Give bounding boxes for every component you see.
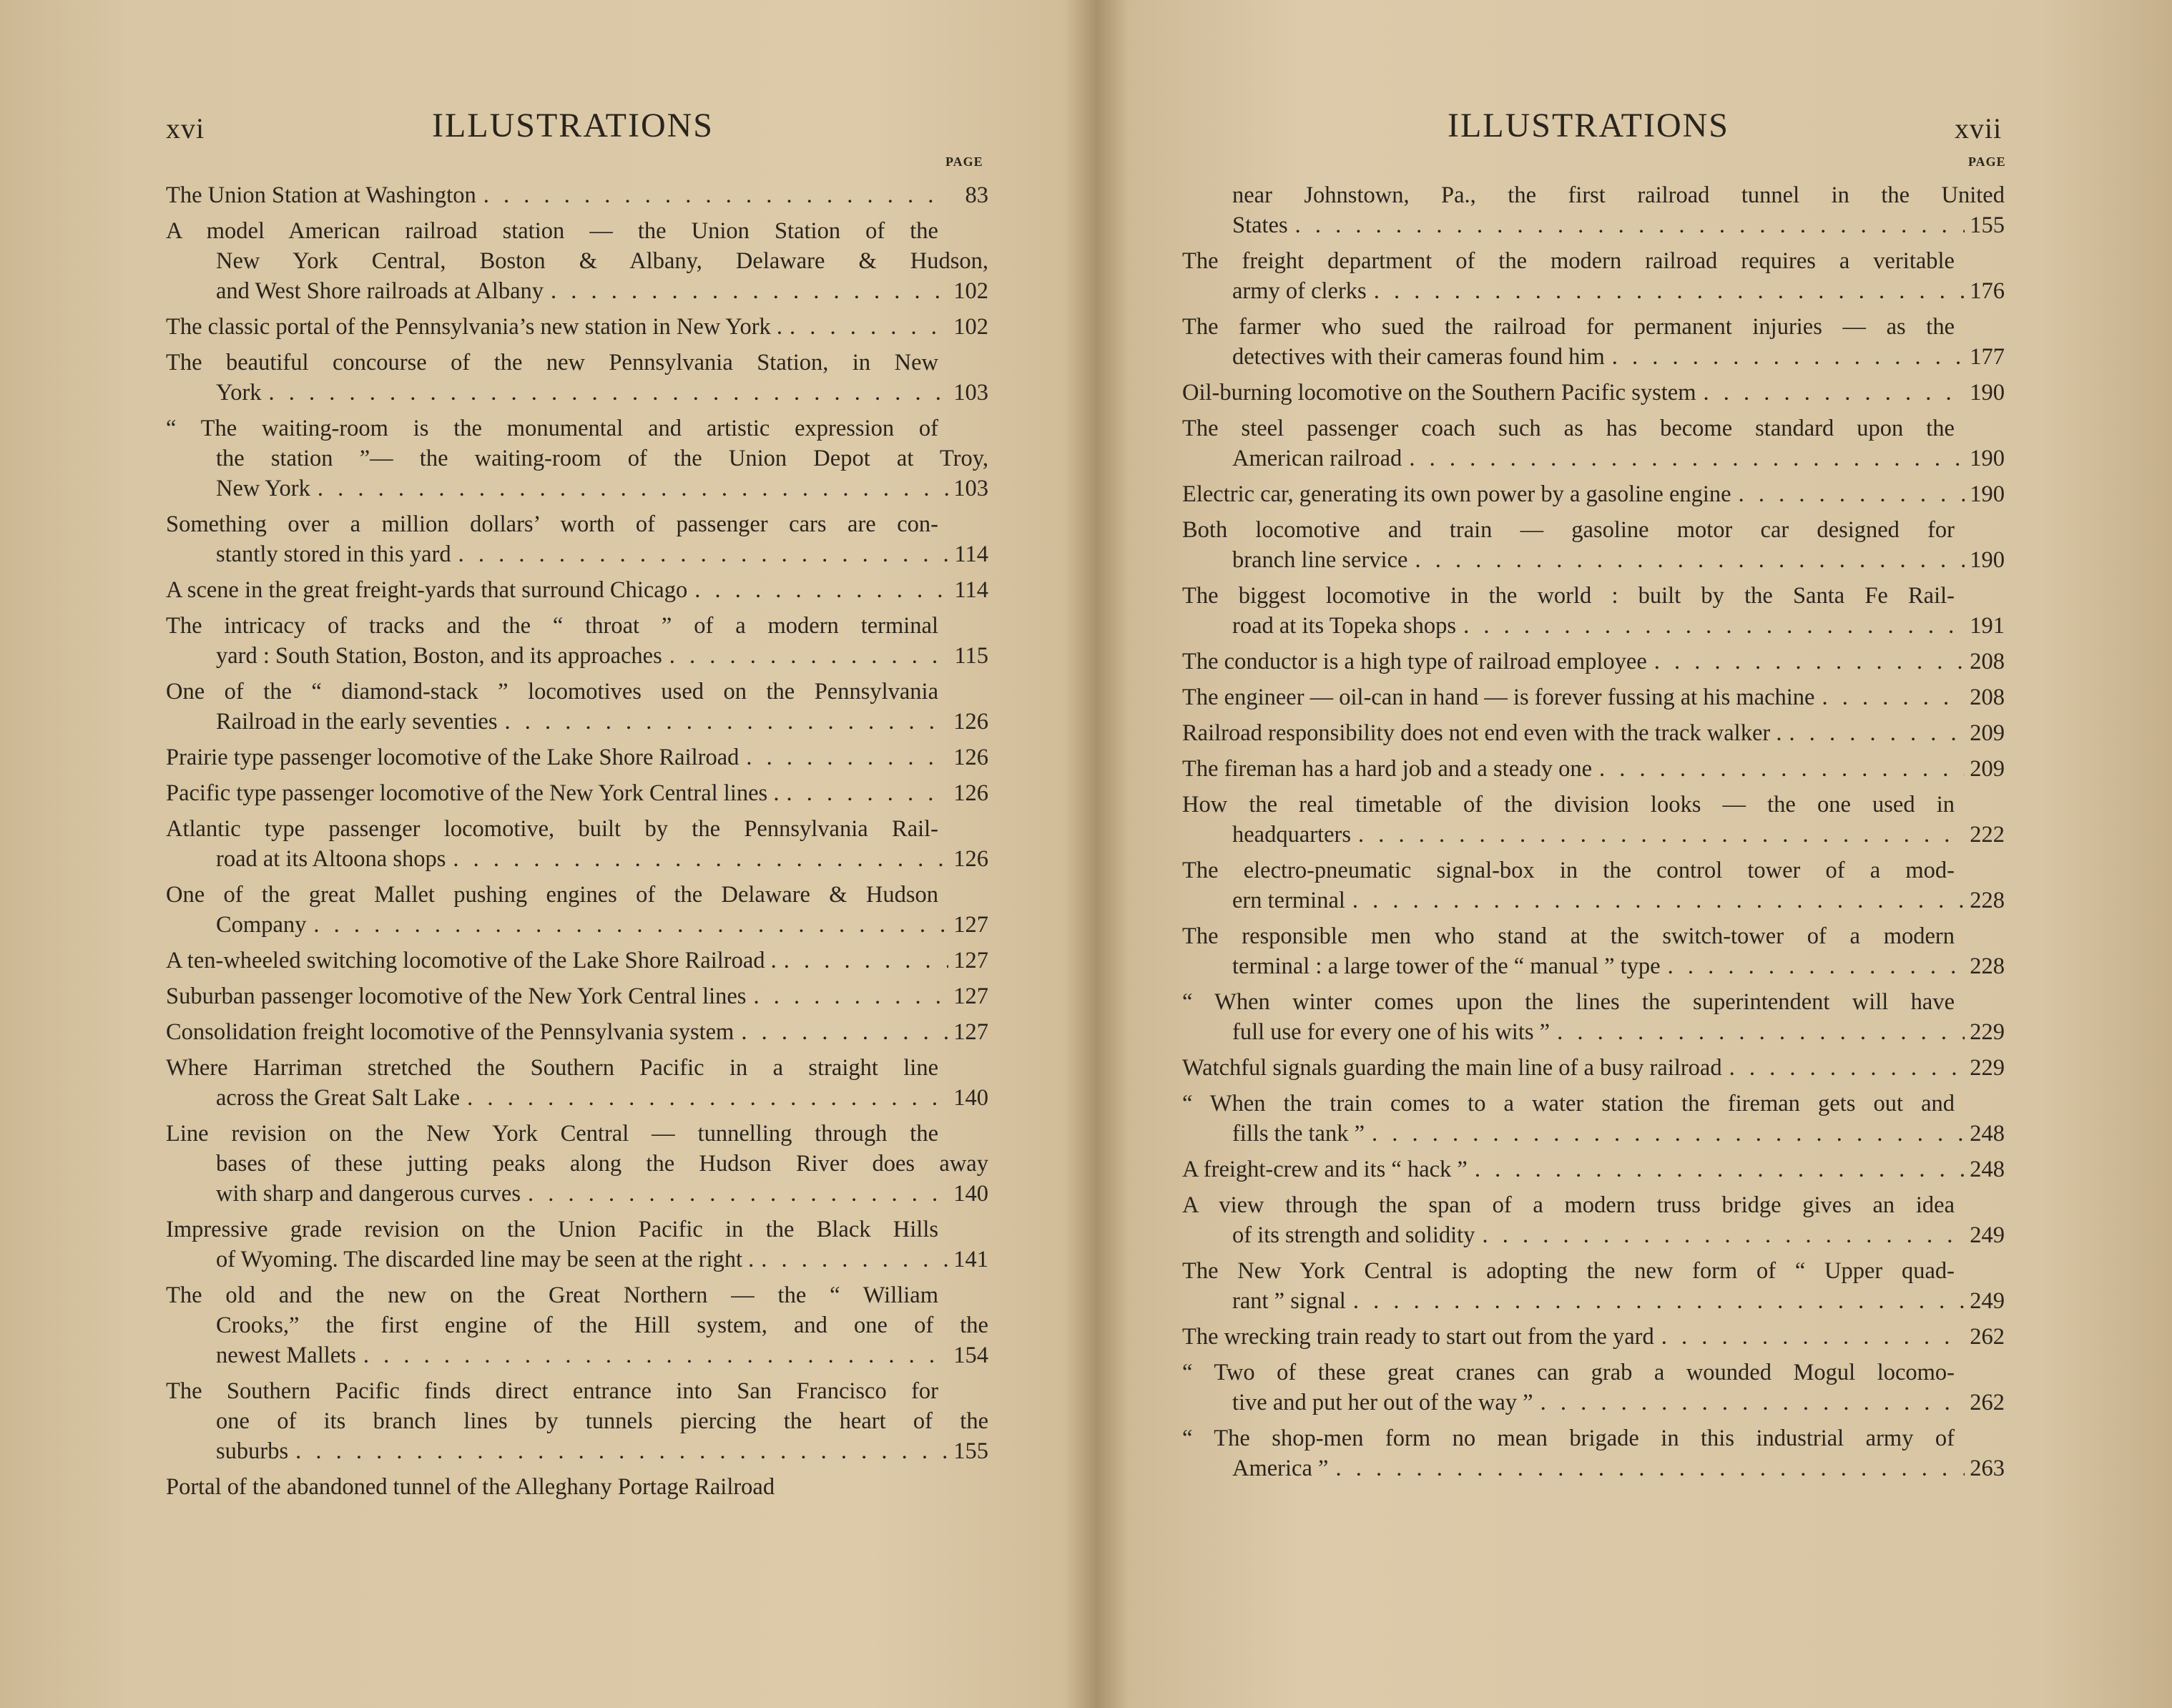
- illustration-entry: [1182, 1322, 2005, 1352]
- entry-line: The old and the new on the Great Northern — the “ William: [166, 1282, 938, 1308]
- entry-caption: Pacific type passenger locomotive of the New York Central lines .: [166, 780, 780, 806]
- dot-leader: [269, 378, 948, 408]
- entry-line: The freight department of the modern railroad requires a veritable: [1182, 248, 1955, 274]
- entry-caption: tive and put her out of the way ”: [1232, 1390, 1533, 1415]
- dot-leader: [363, 1340, 948, 1370]
- entry-line: The Southern Pacific finds direct entrance into San Francisco for: [166, 1378, 938, 1404]
- illustration-entry: [166, 1119, 988, 1209]
- entry-line: One of the great Mallet pushing engines of the Delaware & Hudson: [166, 882, 938, 908]
- illustration-entry: [1182, 1190, 2005, 1250]
- entry-last-line: [166, 312, 988, 342]
- left-illustration-list: [166, 180, 988, 1508]
- illustration-entry: [166, 814, 988, 874]
- entry-caption: terminal : a large tower of the “ manual ” type: [1232, 953, 1661, 979]
- illustration-entry: [1182, 312, 2005, 372]
- entry-last-line: [166, 575, 988, 605]
- page-number: 127: [953, 948, 988, 973]
- page-number: 127: [953, 1019, 988, 1045]
- entry-caption: The fireman has a hard job and a steady one: [1182, 756, 1593, 782]
- entry-last-line: [1182, 647, 2005, 677]
- entry-caption: The conductor is a high type of railroad employee: [1182, 649, 1647, 674]
- illustration-entry: [1182, 754, 2005, 784]
- entry-caption: across the Great Salt Lake: [216, 1085, 461, 1111]
- entry-last-line: [166, 707, 988, 737]
- entry-last-line: [1182, 1053, 2005, 1083]
- entry-caption: A freight-crew and its “ hack ”: [1182, 1157, 1468, 1182]
- entry-caption: New York: [216, 476, 310, 501]
- dot-leader: [504, 707, 948, 737]
- entry-caption: stantly stored in this yard: [216, 541, 451, 567]
- illustration-entry: [166, 509, 988, 569]
- entry-line: The farmer who sued the railroad for permanent injuries — as the: [1182, 314, 1955, 340]
- page-number: 126: [953, 846, 988, 872]
- dot-leader: [1482, 1220, 1965, 1250]
- page-number: 228: [1970, 888, 2005, 913]
- page-number: 190: [1970, 481, 2005, 507]
- illustration-entry: [166, 413, 988, 504]
- page-number: 263: [1970, 1456, 2005, 1481]
- entry-caption: with sharp and dangerous curves: [216, 1181, 521, 1207]
- right-heading: ILLUSTRATIONS: [1448, 107, 1729, 144]
- entry-line: “ The shop-men form no mean brigade in this industrial army of: [1182, 1425, 1955, 1451]
- page-number: 208: [1970, 684, 2005, 710]
- entry-line: The New York Central is adopting the new form of “ Upper quad-: [1182, 1258, 1955, 1284]
- dot-leader: [528, 1179, 948, 1209]
- entry-line: Something over a million dollars’ worth of passenger cars are con-: [166, 511, 938, 537]
- page-number: 229: [1970, 1019, 2005, 1045]
- entry-line: one of its branch lines by tunnels piercing the heart of the: [216, 1408, 988, 1434]
- illustration-entry: [166, 1376, 988, 1466]
- page-number: 209: [1970, 756, 2005, 782]
- entry-caption: A ten-wheeled switching locomotive of the Lake Shore Railroad .: [166, 948, 777, 973]
- dot-leader: [458, 539, 948, 569]
- illustration-entry: [1182, 1154, 2005, 1184]
- illustration-entry: [1182, 1053, 2005, 1083]
- entry-caption: The classic portal of the Pennsylvania’s new station in New York .: [166, 314, 783, 340]
- entry-line: Both locomotive and train — gasoline motor car designed for: [1182, 517, 1955, 543]
- entry-last-line: [166, 1472, 988, 1502]
- entry-last-line: [1182, 1322, 2005, 1352]
- dot-leader: [1335, 1453, 1965, 1483]
- entry-caption: rant ” signal: [1232, 1288, 1346, 1314]
- illustration-entry: [166, 677, 988, 737]
- illustration-entry: [1182, 1423, 2005, 1483]
- entry-line: How the real timetable of the division looks — the one used in: [1182, 792, 1955, 818]
- entry-last-line: [1182, 682, 2005, 712]
- dot-leader: [295, 1436, 948, 1466]
- entry-caption: branch line service: [1232, 547, 1408, 573]
- entry-last-line: [1182, 885, 2005, 916]
- page-number: 154: [953, 1343, 988, 1368]
- page-number: 102: [953, 278, 988, 304]
- illustration-entry: [1182, 180, 2005, 240]
- entry-line: Line revision on the New York Central — tunnelling through the: [166, 1121, 938, 1147]
- entry-caption: The wrecking train ready to start out from the yard: [1182, 1324, 1654, 1350]
- dot-leader: [669, 641, 948, 671]
- entry-line: The steel passenger coach such as has become standard upon the: [1182, 416, 1955, 441]
- entry-caption: ern terminal: [1232, 888, 1345, 913]
- entry-last-line: [166, 1436, 988, 1466]
- page-number: 127: [953, 983, 988, 1009]
- entry-caption: full use for every one of his wits ”: [1232, 1019, 1551, 1045]
- entry-caption: The Union Station at Washington: [166, 182, 476, 208]
- entry-line: “ When winter comes upon the lines the superintendent will have: [1182, 989, 1955, 1015]
- page-number: 177: [1970, 344, 2005, 370]
- illustration-entry: [166, 575, 988, 605]
- entry-line: “ When the train comes to a water station the fireman gets out and: [1182, 1091, 1955, 1116]
- page-number: 208: [1970, 649, 2005, 674]
- entry-line: The electro-pneumatic signal-box in the control tower of a mod-: [1182, 858, 1955, 883]
- illustration-entry: [1182, 718, 2005, 748]
- entry-caption: Watchful signals guarding the main line of a busy railroad: [1182, 1055, 1722, 1081]
- page-number: 262: [1970, 1324, 2005, 1350]
- page-number: 126: [953, 709, 988, 735]
- dot-leader: [1661, 1322, 1965, 1352]
- dot-leader: [694, 575, 948, 605]
- entry-line: The beautiful concourse of the new Pennsylvania Station, in New: [166, 350, 938, 376]
- page-number: 190: [1970, 380, 2005, 406]
- page-number: 190: [1970, 547, 2005, 573]
- entry-line: One of the “ diamond-stack ” locomotives used on the Pennsylvania: [166, 679, 938, 705]
- illustration-entry: [1182, 1089, 2005, 1149]
- entry-last-line: [166, 1340, 988, 1370]
- dot-leader: [1409, 443, 1965, 473]
- illustration-entry: [1182, 246, 2005, 306]
- entry-line: bases of these jutting peaks along the Hudson River does away: [216, 1151, 988, 1177]
- dot-leader: [1557, 1017, 1965, 1047]
- dot-leader: [784, 946, 948, 976]
- entry-caption: and West Shore railroads at Albany: [216, 278, 544, 304]
- dot-leader: [753, 981, 948, 1011]
- entry-caption: York: [216, 380, 262, 406]
- illustration-entry: [1182, 855, 2005, 916]
- entry-caption: Suburban passenger locomotive of the New York Central lines: [166, 983, 747, 1009]
- dot-leader: [786, 778, 948, 808]
- illustration-entry: [1182, 790, 2005, 850]
- entry-caption: Railroad in the early seventies: [216, 709, 498, 735]
- dot-leader: [1352, 885, 1965, 916]
- left-page-header: [0, 106, 1086, 149]
- dot-leader: [483, 180, 948, 210]
- entry-caption: of Wyoming. The discarded line may be seen at the right .: [216, 1247, 755, 1272]
- entry-caption: yard : South Station, Boston, and its approaches: [216, 643, 662, 669]
- illustration-entry: [1182, 515, 2005, 575]
- dot-leader: [1612, 342, 1965, 372]
- dot-leader: [551, 276, 948, 306]
- dot-leader: [1704, 378, 1965, 408]
- dot-leader: [1372, 1119, 1965, 1149]
- entry-last-line: [166, 910, 988, 940]
- entry-line: The responsible men who stand at the switch-tower of a modern: [1182, 923, 1955, 949]
- entry-last-line: [1182, 1154, 2005, 1184]
- page-number: 114: [954, 577, 988, 603]
- illustration-entry: [166, 1280, 988, 1370]
- entry-last-line: [1182, 820, 2005, 850]
- entry-last-line: [1182, 210, 2005, 240]
- entry-last-line: [1182, 1017, 2005, 1047]
- dot-leader: [1729, 1053, 1965, 1083]
- entry-last-line: [1182, 754, 2005, 784]
- page-number: 140: [953, 1085, 988, 1111]
- entry-line: A model American railroad station — the Union Station of the: [166, 218, 938, 244]
- left-folio: xvi: [166, 112, 205, 144]
- illustration-entry: [166, 946, 988, 976]
- entry-last-line: [1182, 718, 2005, 748]
- dot-leader: [318, 473, 948, 504]
- left-page-column-label: PAGE: [945, 154, 983, 169]
- entry-last-line: [1182, 1220, 2005, 1250]
- entry-line: “ Two of these great cranes can grab a wounded Mogul locomo-: [1182, 1360, 1955, 1385]
- entry-line: Impressive grade revision on the Union Pacific in the Black Hills: [166, 1217, 938, 1242]
- entry-caption: Oil-burning locomotive on the Southern Pacific system: [1182, 380, 1696, 406]
- illustration-entry: [166, 1472, 988, 1502]
- page-number: 249: [1970, 1288, 2005, 1314]
- dot-leader: [453, 844, 948, 874]
- entry-caption: road at its Topeka shops: [1232, 613, 1457, 639]
- entry-last-line: [166, 1245, 988, 1275]
- entry-line: The intricacy of tracks and the “ throat ” of a modern terminal: [166, 613, 938, 639]
- illustration-entry: [1182, 378, 2005, 408]
- dot-leader: [1540, 1388, 1965, 1418]
- entry-caption: Company: [216, 912, 307, 938]
- entry-line: A view through the span of a modern truss bridge gives an idea: [1182, 1192, 1955, 1218]
- page-number: 103: [953, 380, 988, 406]
- entry-last-line: [166, 1017, 988, 1047]
- entry-last-line: [1182, 342, 2005, 372]
- right-folio: xvii: [1955, 112, 2003, 144]
- illustration-entry: [166, 180, 988, 210]
- page-number: 102: [953, 314, 988, 340]
- entry-line: the station ”— the waiting-room of the Union Depot at Troy,: [216, 446, 988, 471]
- entry-caption: Prairie type passenger locomotive of the Lake Shore Railroad: [166, 745, 739, 770]
- illustration-entry: [1182, 413, 2005, 473]
- right-page: [1086, 0, 2172, 1708]
- entry-last-line: [1182, 545, 2005, 575]
- page-number: 140: [953, 1181, 988, 1207]
- illustration-entry: [166, 880, 988, 940]
- page-number: 155: [953, 1438, 988, 1464]
- page-number: 127: [953, 912, 988, 938]
- entry-last-line: [166, 1179, 988, 1209]
- entry-last-line: [1182, 1388, 2005, 1418]
- entry-last-line: [1182, 1453, 2005, 1483]
- dot-leader: [790, 312, 948, 342]
- entry-caption: detectives with their cameras found him: [1232, 344, 1605, 370]
- entry-caption: army of clerks: [1232, 278, 1367, 304]
- dot-leader: [467, 1083, 948, 1113]
- entry-caption: America ”: [1232, 1456, 1329, 1481]
- illustration-entry: [166, 742, 988, 772]
- page-number: 191: [1970, 613, 2005, 639]
- illustration-entry: [1182, 1256, 2005, 1316]
- dot-leader: [1789, 718, 1965, 748]
- illustration-entry: [166, 1017, 988, 1047]
- illustration-entry: [166, 611, 988, 671]
- illustration-entry: [1182, 647, 2005, 677]
- illustration-entry: [166, 348, 988, 408]
- entry-last-line: [1182, 443, 2005, 473]
- entry-last-line: [1182, 1119, 2005, 1149]
- dot-leader: [1415, 545, 1965, 575]
- entry-last-line: [1182, 611, 2005, 641]
- illustration-entry: [1182, 921, 2005, 981]
- right-illustration-list: [1182, 180, 2005, 1489]
- entry-last-line: [166, 946, 988, 976]
- entry-last-line: [166, 473, 988, 504]
- page-number: 114: [954, 541, 988, 567]
- entry-last-line: [166, 276, 988, 306]
- page-number: 190: [1970, 446, 2005, 471]
- illustration-entry: [166, 1053, 988, 1113]
- dot-leader: [1654, 647, 1965, 677]
- page-number: 141: [953, 1247, 988, 1272]
- entry-caption: road at its Altoona shops: [216, 846, 446, 872]
- page-number: 115: [954, 643, 988, 669]
- entry-last-line: [1182, 276, 2005, 306]
- page-number: 262: [1970, 1390, 2005, 1415]
- page-number: 248: [1970, 1121, 2005, 1147]
- entry-last-line: [166, 378, 988, 408]
- entry-last-line: [166, 180, 988, 210]
- entry-last-line: [166, 844, 988, 874]
- illustration-entry: [1182, 1358, 2005, 1418]
- page-number: 229: [1970, 1055, 2005, 1081]
- entry-caption: fills the tank ”: [1232, 1121, 1365, 1147]
- entry-line: Where Harriman stretched the Southern Pacific in a straight line: [166, 1055, 938, 1081]
- dot-leader: [1463, 611, 1965, 641]
- dot-leader: [1295, 210, 1965, 240]
- entry-caption: States: [1232, 212, 1288, 238]
- dot-leader: [1599, 754, 1965, 784]
- entry-caption: Electric car, generating its own power by a gasoline engine: [1182, 481, 1731, 507]
- page-number: 126: [953, 780, 988, 806]
- page-number: 176: [1970, 278, 2005, 304]
- page-number: 222: [1970, 822, 2005, 848]
- page-number: 83: [965, 182, 988, 208]
- dot-leader: [761, 1245, 948, 1275]
- entry-caption: A scene in the great freight-yards that surround Chicago: [166, 577, 688, 603]
- dot-leader: [1822, 682, 1965, 712]
- illustration-entry: [166, 312, 988, 342]
- entry-caption: headquarters: [1232, 822, 1352, 848]
- right-page-column-label: PAGE: [1968, 154, 2006, 169]
- dot-leader: [746, 742, 948, 772]
- entry-caption: Consolidation freight locomotive of the Pennsylvania system: [166, 1019, 734, 1045]
- left-heading: ILLUSTRATIONS: [432, 107, 714, 144]
- entry-caption: newest Mallets: [216, 1343, 356, 1368]
- illustration-entry: [166, 216, 988, 306]
- dot-leader: [1353, 1286, 1965, 1316]
- entry-last-line: [166, 778, 988, 808]
- entry-last-line: [166, 641, 988, 671]
- entry-last-line: [166, 742, 988, 772]
- entry-line: “ The waiting-room is the monumental and artistic expression of: [166, 416, 938, 441]
- entry-line: near Johnstown, Pa., the first railroad tunnel in the United: [1232, 182, 2005, 208]
- right-page-header: [1086, 106, 2172, 149]
- illustration-entry: [166, 1214, 988, 1275]
- illustration-entry: [1182, 987, 2005, 1047]
- page-number: 103: [953, 476, 988, 501]
- page-number: 209: [1970, 720, 2005, 746]
- dot-leader: [1475, 1154, 1965, 1184]
- entry-last-line: [166, 539, 988, 569]
- page-number: 248: [1970, 1157, 2005, 1182]
- page-number: 126: [953, 745, 988, 770]
- illustration-entry: [1182, 682, 2005, 712]
- entry-line: The biggest locomotive in the world : built by the Santa Fe Rail-: [1182, 583, 1955, 609]
- entry-caption: American railroad: [1232, 446, 1402, 471]
- entry-line: Crooks,” the first engine of the Hill system, and one of the: [216, 1312, 988, 1338]
- entry-last-line: [166, 981, 988, 1011]
- entry-caption: of its strength and solidity: [1232, 1222, 1475, 1248]
- dot-leader: [313, 910, 948, 940]
- entry-caption: The engineer — oil-can in hand — is forever fussing at his machine: [1182, 684, 1815, 710]
- entry-last-line: [166, 1083, 988, 1113]
- entry-line: New York Central, Boston & Albany, Delaware & Hudson,: [216, 248, 988, 274]
- entry-caption: Railroad responsibility does not end even with the track walker .: [1182, 720, 1782, 746]
- entry-last-line: [1182, 951, 2005, 981]
- entry-last-line: [1182, 479, 2005, 509]
- entry-last-line: [1182, 1286, 2005, 1316]
- entry-caption: Portal of the abandoned tunnel of the Alleghany Portage Railroad: [166, 1474, 775, 1500]
- dot-leader: [741, 1017, 948, 1047]
- entry-caption: suburbs: [216, 1438, 289, 1464]
- entry-line: Atlantic type passenger locomotive, built by the Pennsylvania Rail-: [166, 816, 938, 842]
- illustration-entry: [1182, 479, 2005, 509]
- dot-leader: [1739, 479, 1965, 509]
- illustration-entry: [166, 778, 988, 808]
- page-number: 228: [1970, 953, 2005, 979]
- page-number: 155: [1970, 212, 2005, 238]
- dot-leader: [1358, 820, 1965, 850]
- entry-last-line: [1182, 378, 2005, 408]
- page-number: 249: [1970, 1222, 2005, 1248]
- dot-leader: [1668, 951, 1965, 981]
- dot-leader: [1374, 276, 1965, 306]
- illustration-entry: [1182, 581, 2005, 641]
- illustration-entry: [166, 981, 988, 1011]
